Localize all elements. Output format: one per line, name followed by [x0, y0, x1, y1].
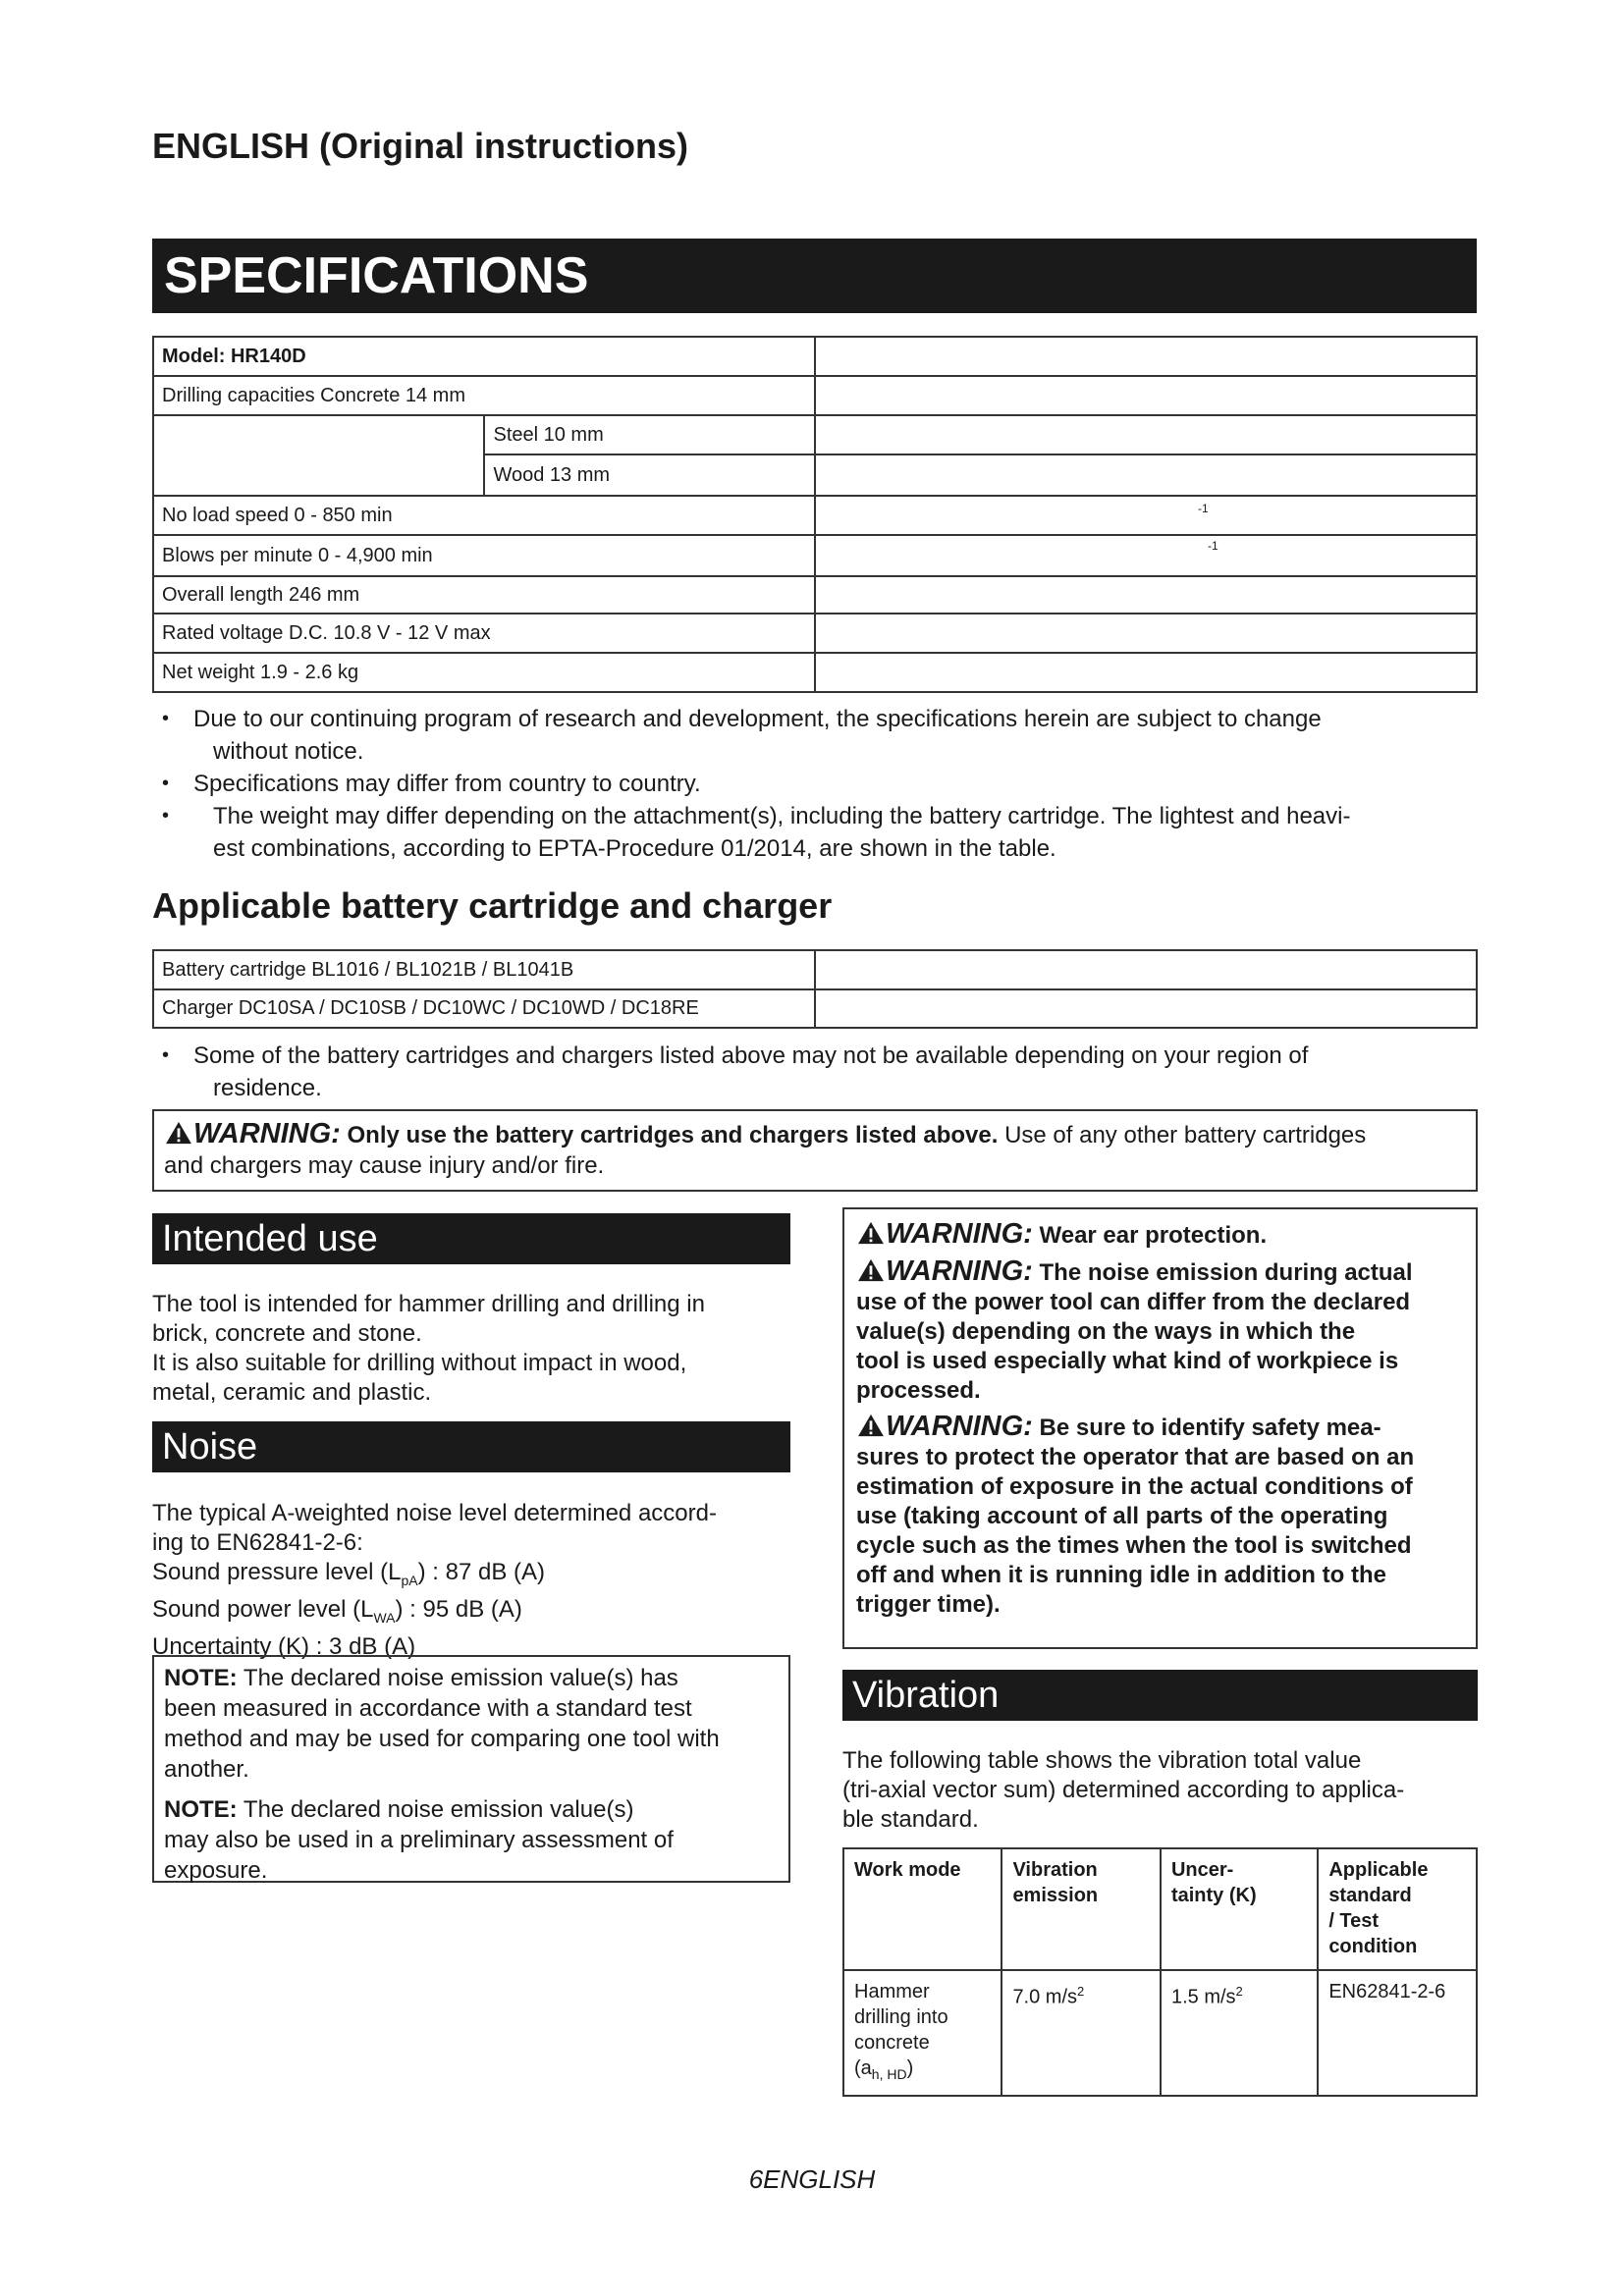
- warning-label: WARNING:: [886, 1255, 1033, 1287]
- note-text: may also be used in a preliminary assessment of: [164, 1827, 674, 1853]
- warning-text: sures to protect the operator that are based on an: [856, 1444, 1415, 1470]
- warning-ear-protection: [856, 1219, 1464, 1251]
- body-line: brick, concrete and stone.: [152, 1320, 422, 1347]
- uncertainty-line: Uncertainty (K) : 3 dB (A): [152, 1632, 416, 1660]
- note-paragraph: [164, 1794, 779, 1886]
- warning-text: Use of any other battery cartridges: [1004, 1122, 1367, 1148]
- header-applicable-standard: Applicable standard / Test condition: [1318, 1848, 1477, 1970]
- noise-text: [152, 1499, 790, 1662]
- specification-notes: [152, 703, 1477, 865]
- blows-unit-superscript: -1: [1208, 539, 1218, 553]
- empty-cell: [815, 989, 1477, 1028]
- table-header-row: [843, 1848, 1477, 1970]
- list-item: [152, 768, 1477, 800]
- vibration-table: [842, 1847, 1478, 2097]
- warning-text: trigger time).: [856, 1591, 1001, 1618]
- battery-section-heading: Applicable battery cartridge and charger: [152, 885, 833, 926]
- specifications-table: [152, 336, 1478, 693]
- battery-cartridge-cell: Battery cartridge BL1016 / BL1021B / BL1041B: [153, 950, 815, 989]
- rated-voltage-cell: Rated voltage D.C. 10.8 V - 12 V max: [153, 614, 815, 653]
- net-weight-cell: Net weight 1.9 - 2.6 kg: [153, 653, 815, 692]
- warning-text: off and when it is running idle in addition to the: [856, 1562, 1386, 1588]
- note-text: Specifications may differ from country to country.: [193, 771, 701, 797]
- header-work-mode: Work mode: [843, 1848, 1001, 1970]
- empty-cell: [815, 415, 1477, 454]
- empty-cell: [815, 950, 1477, 989]
- empty-cell: [815, 576, 1477, 614]
- warning-label: WARNING:: [886, 1411, 1033, 1442]
- note-text: Some of the battery cartridges and chargers listed above may not be available depending on your region of: [193, 1042, 1309, 1069]
- warning-text: The noise emission during actual: [1039, 1259, 1413, 1286]
- note-text: been measured in accordance with a standard test: [164, 1695, 692, 1722]
- note-text: another.: [164, 1756, 249, 1783]
- empty-cell: [815, 454, 1477, 496]
- battery-charger-table: [152, 949, 1478, 1029]
- body-line: metal, ceramic and plastic.: [152, 1379, 432, 1406]
- noise-notes-box: [152, 1655, 790, 1883]
- sound-pressure-line: Sound pressure level $(L_{pA})$ : 87 dB (A): [152, 1559, 545, 1588]
- empty-cell: [815, 376, 1477, 415]
- warning-text: processed.: [856, 1377, 981, 1404]
- body-line: The typical A-weighted noise level determined accord-: [152, 1500, 717, 1526]
- note-text: without notice.: [213, 738, 364, 765]
- speed-unit-superscript: -1: [1198, 502, 1209, 515]
- intended-use-heading: Intended use: [152, 1213, 790, 1264]
- battery-availability-note: [152, 1040, 1477, 1104]
- language-title: ENGLISH (Original instructions): [152, 126, 689, 166]
- vibration-text: [842, 1746, 1478, 1835]
- empty-cell: [153, 415, 484, 496]
- blows-per-minute-cell: Blows per minute 0 - 4,900 min: [153, 535, 815, 576]
- body-line: (tri-axial vector sum) determined according to applica-: [842, 1777, 1405, 1803]
- warning-text: Be sure to identify safety mea-: [1039, 1415, 1381, 1441]
- no-load-speed-cell: No load speed 0 - 850 min: [153, 496, 815, 535]
- note-text: The declared noise emission value(s): [243, 1796, 634, 1823]
- specifications-banner: SPECIFICATIONS: [152, 239, 1477, 313]
- drilling-capacity-concrete-cell: Drilling capacities Concrete 14 mm: [153, 376, 815, 415]
- warning-bold-text: Only use the battery cartridges and chargers listed above.: [347, 1122, 999, 1148]
- model-cell: Model: HR140D: [153, 337, 815, 376]
- body-line: It is also suitable for drilling without impact in wood,: [152, 1350, 687, 1376]
- note-text: The weight may differ depending on the attachment(s), including the battery cartridge. The lightest and heavi-: [213, 803, 1351, 829]
- header-vibration-emission: Vibration emission: [1001, 1848, 1161, 1970]
- overall-length-cell: Overall length 246 mm: [153, 576, 815, 614]
- body-line: The following table shows the vibration total value: [842, 1747, 1362, 1774]
- body-line: The tool is intended for hammer drilling and drilling in: [152, 1291, 705, 1317]
- warning-label: WARNING:: [193, 1118, 341, 1149]
- note-label: NOTE:: [164, 1796, 238, 1823]
- body-line: ing to EN62841-2-6:: [152, 1529, 363, 1556]
- note-text: Due to our continuing program of research and development, the specifications herein are subject to change: [193, 706, 1322, 732]
- body-line: ble standard.: [842, 1806, 979, 1833]
- list-item: [152, 1040, 1477, 1104]
- empty-cell: [815, 337, 1477, 376]
- noise-heading: Noise: [152, 1421, 790, 1472]
- empty-cell: [815, 653, 1477, 692]
- note-text: exposure.: [164, 1857, 268, 1884]
- header-uncertainty: Uncer- tainty (K): [1161, 1848, 1318, 1970]
- note-text: The declared noise emission value(s) has: [243, 1665, 678, 1691]
- warning-triangle-icon: [856, 1221, 886, 1245]
- warning-text: use of the power tool can differ from the declared: [856, 1289, 1411, 1315]
- table-row: [843, 1970, 1477, 2096]
- warning-triangle-icon: [164, 1121, 193, 1145]
- warning-text: tool is used especially what kind of workpiece is: [856, 1348, 1399, 1374]
- warning-text: Wear ear protection.: [1039, 1222, 1268, 1249]
- charger-cell: Charger DC10SA / DC10SB / DC10WC / DC10WD / DC18RE: [153, 989, 815, 1028]
- noise-warnings-box: [842, 1207, 1478, 1649]
- warning-text: value(s) depending on the ways in which the: [856, 1318, 1356, 1345]
- empty-cell: [815, 535, 1477, 576]
- intended-use-text: [152, 1290, 790, 1408]
- note-text: est combinations, according to EPTA-Procedure 01/2014, are shown in the table.: [213, 835, 1056, 862]
- wood-capacity-cell: Wood 13 mm: [484, 454, 815, 496]
- note-text: method and may be used for comparing one tool with: [164, 1726, 720, 1752]
- steel-capacity-cell: Steel 10 mm: [484, 415, 815, 454]
- warning-triangle-icon: [856, 1258, 886, 1282]
- warning-triangle-icon: [856, 1414, 886, 1437]
- warning-safety-measures: [856, 1412, 1464, 1620]
- empty-cell: [815, 496, 1477, 535]
- work-mode-cell: Hammer drilling into concrete $(a_{h, HD})$: [843, 1970, 1001, 2096]
- list-item: [152, 800, 1477, 865]
- sound-power-line: Sound power level $(L_{WA})$ : 95 dB (A): [152, 1595, 522, 1626]
- warning-text: and chargers may cause injury and/or fire.: [164, 1152, 605, 1179]
- vibration-heading: Vibration: [842, 1670, 1478, 1721]
- note-text: residence.: [213, 1075, 322, 1101]
- list-item: [152, 703, 1477, 768]
- battery-warning-box: [152, 1109, 1478, 1192]
- note-paragraph: [164, 1663, 779, 1785]
- warning-label: WARNING:: [886, 1218, 1033, 1250]
- warning-noise-emission: [856, 1256, 1464, 1406]
- warning-text: estimation of exposure in the actual conditions of: [856, 1473, 1413, 1500]
- uncertainty-cell: 1.5 $m/s^2$: [1161, 1970, 1318, 2096]
- page-footer: 6ENGLISH: [748, 2164, 876, 2194]
- warning-text: cycle such as the times when the tool is switched: [856, 1532, 1412, 1559]
- standard-cell: EN62841-2-6: [1318, 1970, 1477, 2096]
- warning-text: use (taking account of all parts of the operating: [856, 1503, 1388, 1529]
- vibration-emission-cell: 7.0 $m/s^2$: [1001, 1970, 1161, 2096]
- note-label: NOTE:: [164, 1665, 238, 1691]
- empty-cell: [815, 614, 1477, 653]
